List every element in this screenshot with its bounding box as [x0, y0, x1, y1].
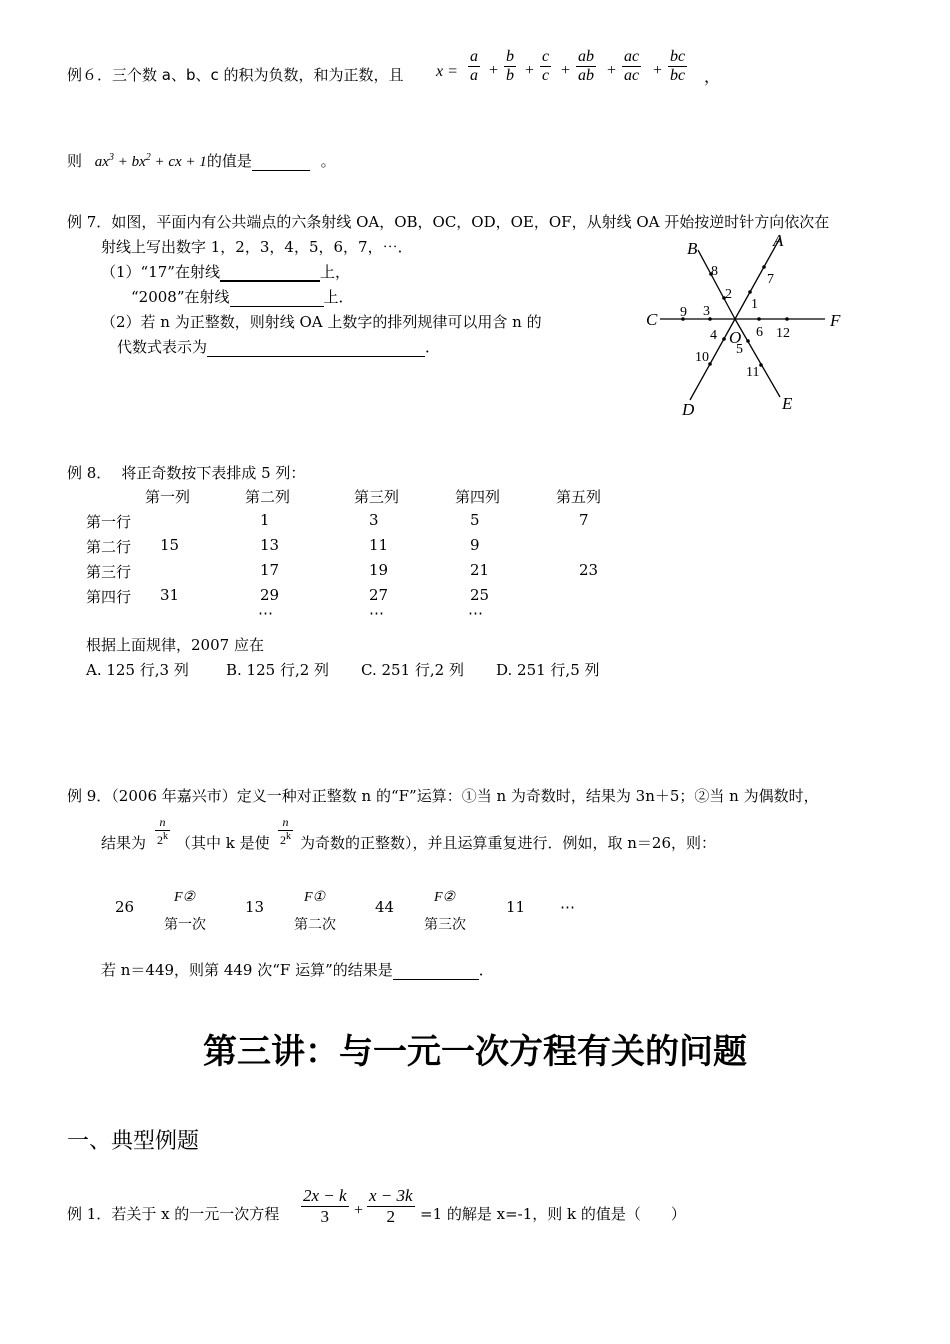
ex7-q1a: （1）“17”在射线 上， — [101, 263, 350, 281]
ex6-frac-4: $\frac{ab}{ab}$ — [578, 48, 594, 84]
ray-num-6: 6 — [756, 325, 763, 340]
ray-num-10: 10 — [695, 350, 709, 365]
ex6-frac-2: $\frac{b}{b}$ — [506, 48, 514, 84]
ex6-line1 — [67, 64, 404, 85]
ray-num-7: 7 — [767, 272, 774, 287]
ex6-value-is: 的值是 — [206, 152, 252, 170]
ex7-q1b: “2008”在射线 上． — [131, 288, 354, 306]
row-header: 第二行 — [86, 538, 132, 556]
ex9-result-is: 结果为 — [101, 834, 147, 852]
ellipsis: ⋯ — [468, 604, 483, 622]
point-c-label: C — [646, 310, 658, 329]
ex6-frac-6: $\frac{bc}{bc}$ — [670, 48, 686, 84]
section-heading: 一、典型例题 — [67, 1129, 200, 1154]
lecture-title: 第三讲：与一元一次方程有关的问题 — [203, 1032, 747, 1072]
ex6-frac-5: $\frac{ac}{ac}$ — [624, 48, 640, 84]
ex6-x-eq: x = — [436, 63, 458, 80]
ex9-question: 若 n＝449，则第 449 次“F 运算”的结果是 ． — [101, 961, 494, 979]
chain-value: 44 — [375, 898, 395, 916]
ex6-text: 三个数 a、b、c 的积为负数，和为正数，且 — [112, 66, 404, 84]
table-cell: 29 — [260, 586, 280, 604]
ray-num-12: 12 — [776, 326, 790, 341]
row-header: 第三行 — [86, 563, 132, 581]
option-d[interactable]: D. 251 行,5 列 — [496, 661, 600, 679]
table-cell: 23 — [579, 561, 599, 579]
ray-num-5: 5 — [736, 342, 743, 357]
point-o-label: O — [729, 328, 742, 347]
point-a-label: A — [773, 231, 784, 250]
table-cell: 3 — [369, 511, 379, 529]
table-cell: 15 — [160, 536, 180, 554]
plus-sign: + — [607, 62, 617, 79]
col-header: 第四列 — [455, 488, 501, 506]
table-cell: 11 — [369, 536, 389, 554]
ray-num-2: 2 — [725, 287, 732, 302]
ex9-line2-rest: 为奇数的正整数），并且运算重复进行．例如，取 n＝26，则： — [300, 834, 717, 852]
ray-num-11: 11 — [746, 365, 760, 380]
ex7-text2: 射线上写出数字 1，2，3，4，5，6，7，⋯． — [101, 238, 413, 256]
chain-value: 26 — [115, 898, 135, 916]
table-cell: 25 — [470, 586, 490, 604]
table-cell: 19 — [369, 561, 389, 579]
point-e-label: E — [782, 394, 793, 413]
chain-step: 第一次 — [164, 917, 206, 933]
ex7-label: 例 7． — [67, 213, 112, 231]
col-header: 第五列 — [556, 488, 602, 506]
plus-sign: + — [653, 62, 663, 79]
plus-sign: + — [525, 62, 535, 79]
point-d-label: D — [682, 400, 695, 419]
ellipsis: ⋯ — [369, 604, 384, 622]
ex7-q2a: （2）若 n 为正整数，则射线 OA 上数字的排列规律可以用含 n 的 — [101, 313, 542, 331]
answer-blank[interactable] — [393, 979, 479, 980]
ex9-where-k: （其中 k 是使 — [176, 834, 270, 852]
table-cell: 17 — [260, 561, 280, 579]
plus-sign: + — [354, 1202, 364, 1219]
ex1-rest: =1 的解是 x=-1，则 k 的值是（ ） — [420, 1205, 686, 1223]
ex6-label: 例６． — [67, 66, 113, 84]
answer-blank[interactable] — [220, 280, 320, 282]
chain-op: F② — [174, 890, 196, 905]
chain-value: 13 — [245, 898, 265, 916]
answer-blank[interactable] — [252, 170, 310, 171]
table-cell: 21 — [470, 561, 490, 579]
ex6-line2 — [67, 150, 336, 171]
answer-blank[interactable] — [230, 306, 324, 307]
ray-num-9: 9 — [680, 305, 687, 320]
ray-num-1: 1 — [751, 297, 758, 312]
ray-num-3: 3 — [703, 304, 710, 319]
option-c[interactable]: C. 251 行,2 列 — [361, 661, 464, 679]
col-header: 第二列 — [245, 488, 291, 506]
point-b-label: B — [687, 239, 698, 258]
table-cell: 7 — [579, 511, 589, 529]
chain-op: F① — [304, 890, 326, 905]
ex6-frac-3: $\frac{c}{c}$ — [542, 48, 550, 84]
answer-blank[interactable] — [207, 356, 425, 357]
ex6-then: 则 — [67, 152, 83, 170]
point-f-label: F — [830, 311, 841, 330]
row-header: 第一行 — [86, 513, 132, 531]
option-b[interactable]: B. 125 行,2 列 — [226, 661, 330, 679]
chain-step: 第三次 — [424, 917, 466, 933]
ex9-line1: 例 9．（2006 年嘉兴市）定义一种对正整数 n 的“F”运算：①当 n 为奇数时，结果为 3n＋5；②当 n 为偶数时， — [67, 787, 819, 805]
chain-ellipsis: ⋯ — [560, 898, 575, 916]
chain-op: F② — [434, 890, 456, 905]
table-cell: 13 — [260, 536, 280, 554]
ellipsis: ⋯ — [258, 604, 273, 622]
ex1-frac-2: $\frac{x - 3k}{2}$ — [369, 1186, 413, 1226]
col-header: 第一列 — [145, 488, 191, 506]
ray-num-8: 8 — [711, 264, 718, 279]
ex9-frac-1: $\frac{n}{2^k}$ — [157, 815, 168, 847]
rays-figure — [640, 225, 860, 425]
ex6-frac-1: $\frac{a}{a}$ — [470, 48, 478, 84]
table-cell: 27 — [369, 586, 389, 604]
ex7-text1: 如图，平面内有公共端点的六条射线 OA，OB，OC，OD，OE，OF，从射线 OA 开始按逆时针方向依次在 — [111, 213, 830, 231]
ex9-frac-2: $\frac{n}{2^k}$ — [280, 815, 291, 847]
chain-value: 11 — [506, 898, 526, 916]
option-a[interactable]: A. 125 行,3 列 — [86, 661, 189, 679]
table-cell: 31 — [160, 586, 180, 604]
plus-sign: + — [561, 62, 571, 79]
ex8-question: 根据上面规律，2007 应在 — [86, 636, 264, 654]
ex8-intro: 例 8． 将正奇数按下表排成 5 列： — [67, 464, 306, 482]
ex6-comma: ， — [704, 69, 721, 86]
ex1-intro: 例 1．若关于 x 的一元一次方程 — [67, 1205, 280, 1223]
plus-sign: + — [489, 62, 499, 79]
col-header: 第三列 — [354, 488, 400, 506]
row-header: 第四行 — [86, 588, 132, 606]
ray-num-4: 4 — [710, 328, 717, 343]
table-cell: 5 — [470, 511, 480, 529]
ex6-end: 。 — [320, 152, 336, 170]
ex6-poly: $ax^3 + bx^2$ + cx + 1 — [94, 152, 207, 170]
table-cell: 9 — [470, 536, 480, 554]
ex1-frac-1: $\frac{2x - k}{3}$ — [303, 1186, 347, 1226]
chain-step: 第二次 — [294, 917, 336, 933]
table-cell: 1 — [260, 511, 270, 529]
ex7-q2b: 代数式表示为 ． — [117, 338, 441, 356]
